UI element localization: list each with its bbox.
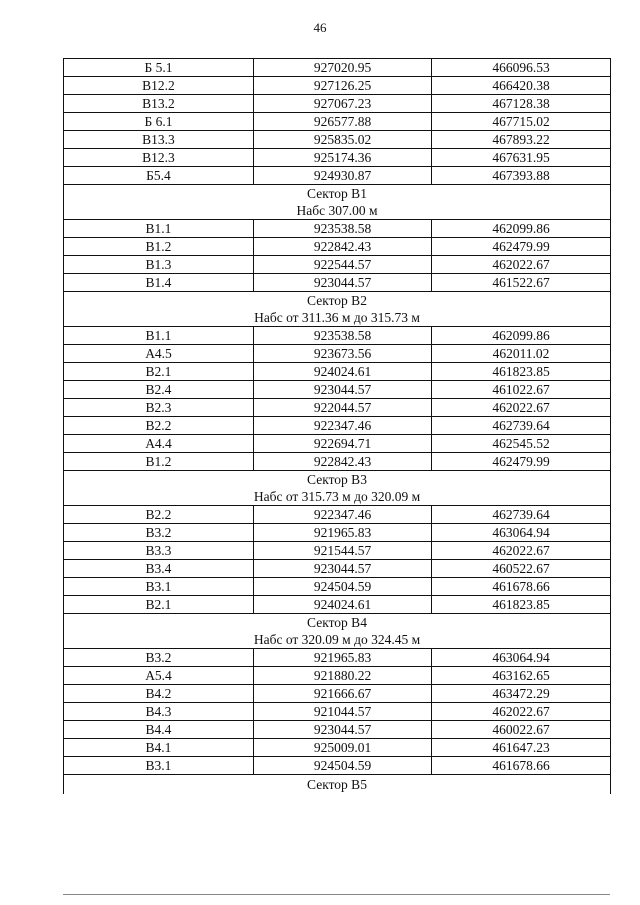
table-row (64, 381, 611, 399)
y-coordinate: 463162.65 (432, 667, 611, 685)
x-coordinate: 924504.59 (254, 757, 432, 775)
y-coordinate: 462022.67 (432, 703, 611, 721)
table-row (64, 256, 611, 274)
x-coordinate: 924024.61 (254, 596, 432, 614)
sector-header-row (64, 292, 611, 310)
y-coordinate: 462479.99 (432, 453, 611, 471)
x-coordinate: 922347.46 (254, 417, 432, 435)
table-row (64, 649, 611, 667)
table-row (64, 542, 611, 560)
sector-elevation-row (64, 631, 611, 649)
bottom-rule (63, 894, 610, 895)
sector-elevation: Набс от 320.09 м до 324.45 м (64, 631, 611, 649)
point-id: В3.3 (64, 542, 254, 560)
sector-title: Сектор В1 (64, 185, 611, 203)
table-row (64, 131, 611, 149)
table-row (64, 506, 611, 524)
y-coordinate: 463472.29 (432, 685, 611, 703)
x-coordinate: 923538.58 (254, 220, 432, 238)
point-id: В1.1 (64, 327, 254, 345)
y-coordinate: 461522.67 (432, 274, 611, 292)
table-row (64, 721, 611, 739)
point-id: Б 5.1 (64, 59, 254, 77)
point-id: Б 6.1 (64, 113, 254, 131)
x-coordinate: 922842.43 (254, 453, 432, 471)
x-coordinate: 927067.23 (254, 95, 432, 113)
point-id: А4.5 (64, 345, 254, 363)
y-coordinate: 467128.38 (432, 95, 611, 113)
x-coordinate: 924504.59 (254, 578, 432, 596)
point-id: В2.1 (64, 596, 254, 614)
sector-header-row (64, 614, 611, 632)
point-id: В4.3 (64, 703, 254, 721)
x-coordinate: 922842.43 (254, 238, 432, 256)
x-coordinate: 925174.36 (254, 149, 432, 167)
sector-elevation: Набс 307.00 м (64, 202, 611, 220)
coordinates-table-body (64, 59, 611, 795)
table-row (64, 757, 611, 775)
point-id: В12.2 (64, 77, 254, 95)
y-coordinate: 460022.67 (432, 721, 611, 739)
y-coordinate: 467631.95 (432, 149, 611, 167)
point-id: В1.2 (64, 238, 254, 256)
point-id: В3.2 (64, 649, 254, 667)
table-row (64, 578, 611, 596)
y-coordinate: 461823.85 (432, 596, 611, 614)
point-id: В2.3 (64, 399, 254, 417)
x-coordinate: 927020.95 (254, 59, 432, 77)
x-coordinate: 921544.57 (254, 542, 432, 560)
x-coordinate: 922544.57 (254, 256, 432, 274)
table-row (64, 95, 611, 113)
y-coordinate: 467393.88 (432, 167, 611, 185)
y-coordinate: 463064.94 (432, 649, 611, 667)
x-coordinate: 923044.57 (254, 381, 432, 399)
x-coordinate: 926577.88 (254, 113, 432, 131)
point-id: В3.2 (64, 524, 254, 542)
y-coordinate: 461823.85 (432, 363, 611, 381)
sector-title: Сектор В5 (64, 775, 611, 795)
table-row (64, 274, 611, 292)
x-coordinate: 923044.57 (254, 560, 432, 578)
y-coordinate: 462022.67 (432, 256, 611, 274)
table-row (64, 345, 611, 363)
sector-elevation-row (64, 309, 611, 327)
table-row (64, 739, 611, 757)
x-coordinate: 924024.61 (254, 363, 432, 381)
y-coordinate: 462545.52 (432, 435, 611, 453)
y-coordinate: 461022.67 (432, 381, 611, 399)
y-coordinate: 462739.64 (432, 417, 611, 435)
table-row (64, 399, 611, 417)
y-coordinate: 467893.22 (432, 131, 611, 149)
y-coordinate: 462022.67 (432, 399, 611, 417)
y-coordinate: 460522.67 (432, 560, 611, 578)
table-row (64, 435, 611, 453)
x-coordinate: 921965.83 (254, 524, 432, 542)
point-id: В2.2 (64, 417, 254, 435)
table-row (64, 524, 611, 542)
sector-elevation: Набс от 315.73 м до 320.09 м (64, 488, 611, 506)
x-coordinate: 922044.57 (254, 399, 432, 417)
point-id: В13.3 (64, 131, 254, 149)
point-id: В2.1 (64, 363, 254, 381)
y-coordinate: 462099.86 (432, 327, 611, 345)
point-id: В2.4 (64, 381, 254, 399)
table-row (64, 453, 611, 471)
y-coordinate: 461678.66 (432, 757, 611, 775)
x-coordinate: 923538.58 (254, 327, 432, 345)
x-coordinate: 921880.22 (254, 667, 432, 685)
point-id: В2.2 (64, 506, 254, 524)
y-coordinate: 462011.02 (432, 345, 611, 363)
point-id: В1.2 (64, 453, 254, 471)
x-coordinate: 925835.02 (254, 131, 432, 149)
table-row (64, 560, 611, 578)
point-id: В4.4 (64, 721, 254, 739)
point-id: В1.3 (64, 256, 254, 274)
point-id: В4.2 (64, 685, 254, 703)
table-row (64, 327, 611, 345)
x-coordinate: 922347.46 (254, 506, 432, 524)
y-coordinate: 463064.94 (432, 524, 611, 542)
page-number: 46 (313, 20, 327, 35)
x-coordinate: 924930.87 (254, 167, 432, 185)
sector-elevation-row (64, 488, 611, 506)
point-id: В1.4 (64, 274, 254, 292)
x-coordinate: 921666.67 (254, 685, 432, 703)
y-coordinate: 462022.67 (432, 542, 611, 560)
y-coordinate: 466096.53 (432, 59, 611, 77)
table-row (64, 167, 611, 185)
sector-header-row (64, 775, 611, 795)
y-coordinate: 462479.99 (432, 238, 611, 256)
sector-title: Сектор В3 (64, 471, 611, 489)
sector-elevation-row (64, 202, 611, 220)
x-coordinate: 925009.01 (254, 739, 432, 757)
y-coordinate: 462739.64 (432, 506, 611, 524)
x-coordinate: 922694.71 (254, 435, 432, 453)
x-coordinate: 921044.57 (254, 703, 432, 721)
x-coordinate: 923044.57 (254, 274, 432, 292)
sector-title: Сектор В4 (64, 614, 611, 632)
point-id: В13.2 (64, 95, 254, 113)
sector-elevation: Набс от 311.36 м до 315.73 м (64, 309, 611, 327)
point-id: В3.1 (64, 578, 254, 596)
point-id: А5.4 (64, 667, 254, 685)
point-id: В3.4 (64, 560, 254, 578)
point-id: В3.1 (64, 757, 254, 775)
sector-header-row (64, 185, 611, 203)
y-coordinate: 467715.02 (432, 113, 611, 131)
x-coordinate: 921965.83 (254, 649, 432, 667)
table-row (64, 77, 611, 95)
y-coordinate: 466420.38 (432, 77, 611, 95)
table-row (64, 238, 611, 256)
table-row (64, 59, 611, 77)
x-coordinate: 927126.25 (254, 77, 432, 95)
table-row (64, 220, 611, 238)
point-id: В1.1 (64, 220, 254, 238)
table-row (64, 113, 611, 131)
point-id: В4.1 (64, 739, 254, 757)
point-id: В12.3 (64, 149, 254, 167)
y-coordinate: 461647.23 (432, 739, 611, 757)
x-coordinate: 923044.57 (254, 721, 432, 739)
table-row (64, 703, 611, 721)
sector-title: Сектор В2 (64, 292, 611, 310)
x-coordinate: 923673.56 (254, 345, 432, 363)
sector-header-row (64, 471, 611, 489)
coordinates-table (63, 58, 611, 794)
table-row (64, 596, 611, 614)
table-row (64, 149, 611, 167)
table-row (64, 667, 611, 685)
point-id: Б5.4 (64, 167, 254, 185)
table-row (64, 685, 611, 703)
table-row (64, 363, 611, 381)
y-coordinate: 462099.86 (432, 220, 611, 238)
point-id: А4.4 (64, 435, 254, 453)
table-row (64, 417, 611, 435)
y-coordinate: 461678.66 (432, 578, 611, 596)
